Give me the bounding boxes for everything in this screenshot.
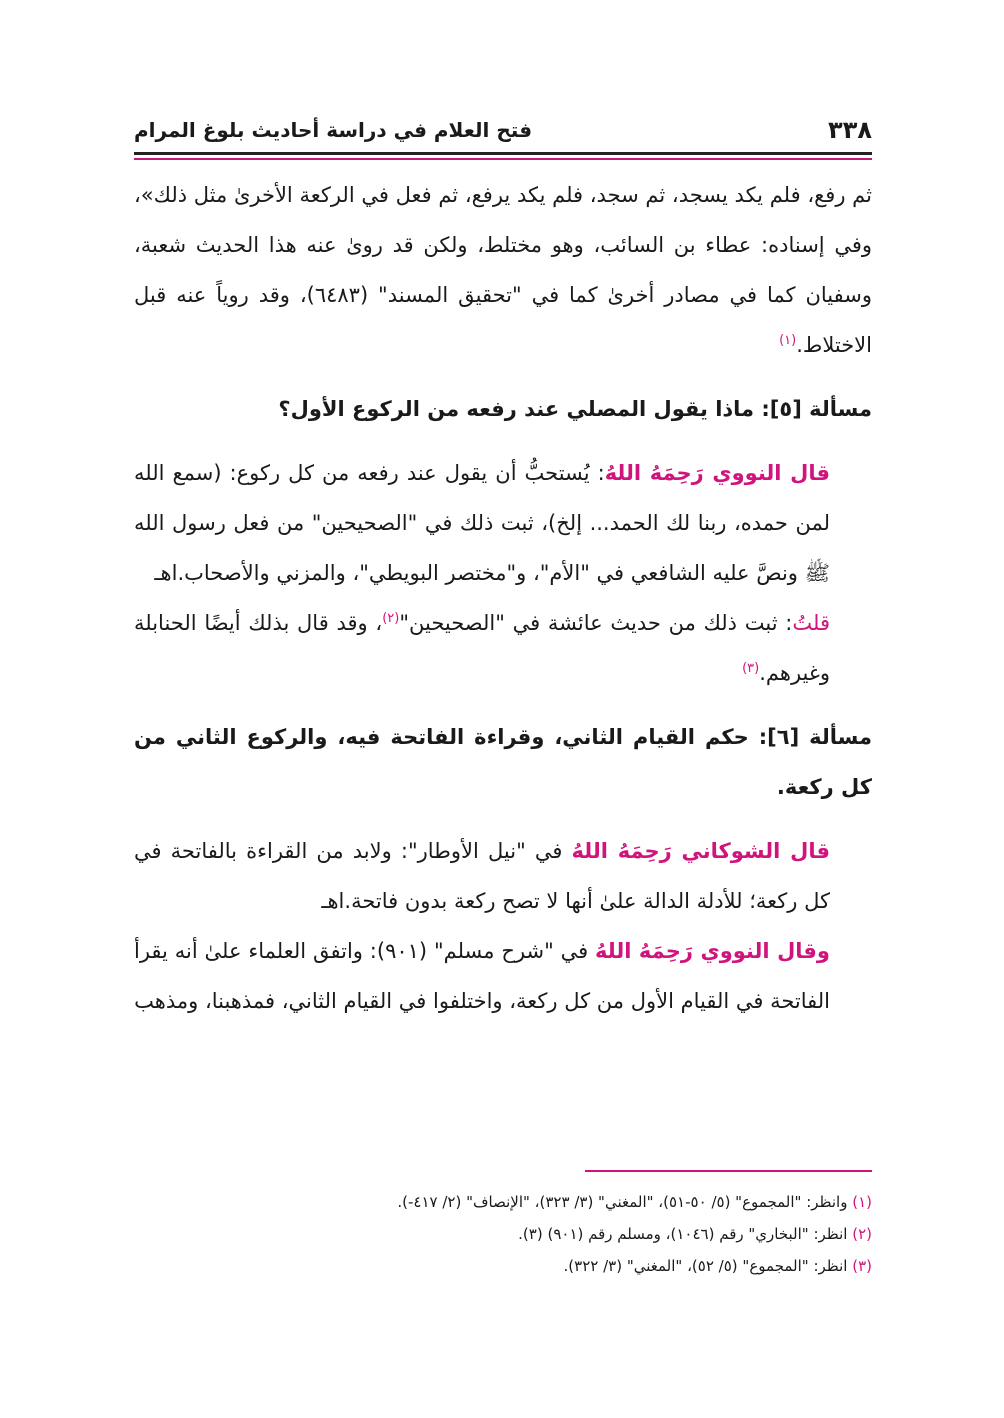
- paragraph-continuation: [134, 170, 872, 370]
- footnote-2: [134, 1218, 872, 1250]
- nawawi-quote-2: [134, 926, 872, 1026]
- issue-title: ماذا يقول المصلي عند رفعه من الركوع الأول؟: [278, 397, 755, 421]
- speaker-name: قلتُ: [792, 611, 830, 635]
- footnote-1: [134, 1186, 872, 1218]
- issue-6-heading: [134, 712, 872, 812]
- paragraph-text: ثم رفع، فلم يكد يسجد، ثم سجد، فلم يكد يرفع، ثم فعل في الركعة الأخرىٰ مثل ذلك»، وفي إسناده: عطاء بن السائب، وهو مختلط، ولكن قد روىٰ عنه هذا الحديث شعبة، وسفيان كما في مصادر أخرىٰ كما في "تحقيق المسند" (٦٤٨٣)، وقد روياً عنه قبل الاختلاط.: [134, 183, 872, 357]
- footnotes: [134, 1186, 872, 1282]
- page-header: [134, 112, 872, 154]
- nawawi-quote: [134, 448, 872, 598]
- issue-label: مسألة [٦]:: [758, 725, 872, 749]
- speaker-name: قال الشوكاني رَحِمَهُ اللهُ: [571, 839, 830, 863]
- book-title: فتح العلام في دراسة أحاديث بلوغ المرام: [134, 118, 533, 142]
- footnote-text: وانظر: "المجموع" (٥/ ٥٠-٥١)، "المغني" (٣/ ٣٢٣)، "الإنصاف" (٢/ ٤١٧-).: [397, 1193, 848, 1211]
- issue-title: حكم القيام الثاني، وقراءة الفاتحة فيه، والركوع الثاني من كل ركعة.: [134, 725, 872, 799]
- footnote-separator: [585, 1170, 872, 1172]
- footnote-text: انظر: "البخاري" رقم (١٠٤٦)، ومسلم رقم (٩٠١) (٣).: [518, 1225, 848, 1243]
- comment-text: ، وقد قال بذلك أيضًا الحنابلة وغيرهم.: [134, 611, 830, 685]
- footnote-ref[interactable]: (٢): [382, 611, 400, 626]
- issue-5-heading: [134, 384, 872, 434]
- speaker-name: قال النووي رَحِمَهُ اللهُ: [604, 461, 830, 485]
- quote-text: في "شرح مسلم" (٩٠١): واتفق العلماء علىٰ أنه يقرأ الفاتحة في القيام الأول من كل ركعة، واختلفوا في القيام الثاني، فمذهبنا، ومذهب: [134, 939, 830, 1013]
- shawkani-quote: [134, 826, 872, 926]
- speaker-name: وقال النووي رَحِمَهُ اللهُ: [595, 939, 830, 963]
- footnote-text: انظر: "المجموع" (٥/ ٥٢)، "المغني" (٣/ ٣٢٢).: [563, 1257, 848, 1275]
- footnote-ref[interactable]: (١): [779, 333, 797, 348]
- main-text: [134, 170, 872, 1026]
- footnote-number: (٢): [852, 1225, 872, 1243]
- header-rule-pink: [134, 158, 872, 160]
- footnote-number: (٣): [852, 1257, 872, 1275]
- header-rule-dark: [134, 152, 872, 155]
- quote-text: في "نيل الأوطار": ولابد من القراءة بالفاتحة في كل ركعة؛ للأدلة الدالة علىٰ أنها لا تصح ركعة بدون فاتحة.اهـ: [134, 839, 830, 913]
- footnote-ref[interactable]: (٣): [742, 661, 760, 676]
- quote-text: : يُستحبُّ أن يقول عند رفعه من كل ركوع: (سمع الله لمن حمده، ربنا لك الحمد... إلخ)، ثبت ذلك في "الصحيحين" من فعل رسول الله ﷺ ونصَّ عليه الشافعي في "الأم"، و"مختصر البويطي"، والمزني والأصحاب.اهـ: [134, 461, 830, 585]
- footnote-number: (١): [852, 1193, 872, 1211]
- comment-text: : ثبت ذلك من حديث عائشة في "الصحيحين": [399, 611, 793, 635]
- author-comment: [134, 598, 872, 698]
- page-number: ٣٣٨: [828, 116, 872, 144]
- issue-label: مسألة [٥]:: [761, 397, 872, 421]
- footnote-3: [134, 1250, 872, 1282]
